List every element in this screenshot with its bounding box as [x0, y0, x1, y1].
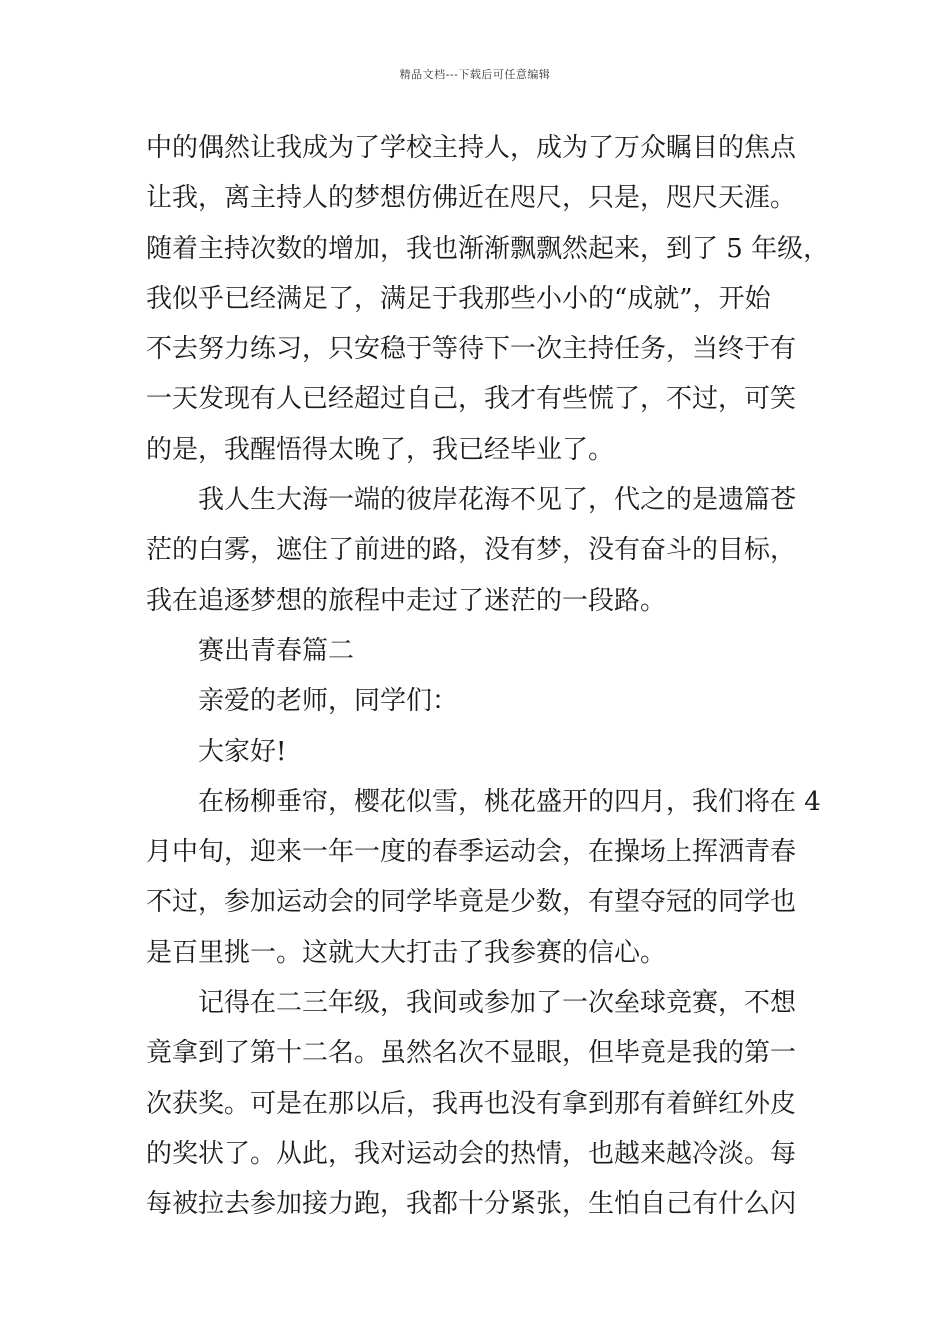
greeting: 大家好!	[198, 736, 287, 767]
text-line: 随着主持次数的增加，我也渐渐飘飘然起来，到了 5 年级，	[146, 233, 830, 264]
text-line: 茫的白雾，遮住了前进的路，没有梦，没有奋斗的目标，	[146, 535, 797, 566]
text-line: 我似乎已经满足了，满足于我那些小小的“成就”，开始	[146, 283, 771, 314]
text-line: 我在追逐梦想的旅程中走过了迷茫的一段路。	[146, 585, 667, 616]
page-header: 精品文档---下载后可任意编辑	[399, 68, 551, 81]
section-title: 赛出青春篇二	[198, 635, 355, 666]
text-line: 不去努力练习，只安稳于等待下一次主持任务，当终于有	[146, 334, 797, 365]
text-line: 竟拿到了第十二名。虽然名次不显眼，但毕竟是我的第一	[146, 1038, 797, 1069]
text-line: 次获奖。可是在那以后，我再也没有拿到那有着鲜红外皮	[146, 1088, 797, 1119]
text-line: 的奖状了。从此，我对运动会的热情，也越来越冷淡。每	[146, 1138, 797, 1169]
text-line: 月中旬，迎来一年一度的春季运动会，在操场上挥洒青春	[146, 837, 797, 868]
paragraph-first-line: 在杨柳垂帘，樱花似雪，桃花盛开的四月，我们将在 4	[198, 786, 821, 817]
text-line: 是百里挑一。这就大大打击了我参赛的信心。	[146, 937, 667, 968]
text-line: 不过，参加运动会的同学毕竟是少数，有望夺冠的同学也	[146, 887, 797, 918]
document-body	[146, 123, 830, 1230]
text-line: 中的偶然让我成为了学校主持人，成为了万众瞩目的焦点	[146, 133, 797, 163]
paragraph-first-line: 我人生大海一端的彼岸花海不见了，代之的是遗篇苍	[198, 485, 797, 516]
text-line: 让我，离主持人的梦想仿佛近在咫尺，只是，咫尺天涯。	[146, 183, 797, 214]
text-line: 每被拉去参加接力跑，我都十分紧张，生怕自己有什么闪	[146, 1189, 797, 1220]
text-line: 一天发现有人已经超过自己，我才有些慌了，不过，可笑	[146, 384, 797, 415]
salutation: 亲爱的老师，同学们：	[198, 686, 459, 717]
paragraph-first-line: 记得在二三年级，我间或参加了一次垒球竞赛，不想	[198, 988, 797, 1019]
text-line: 的是，我醒悟得太晚了，我已经毕业了。	[146, 434, 615, 465]
